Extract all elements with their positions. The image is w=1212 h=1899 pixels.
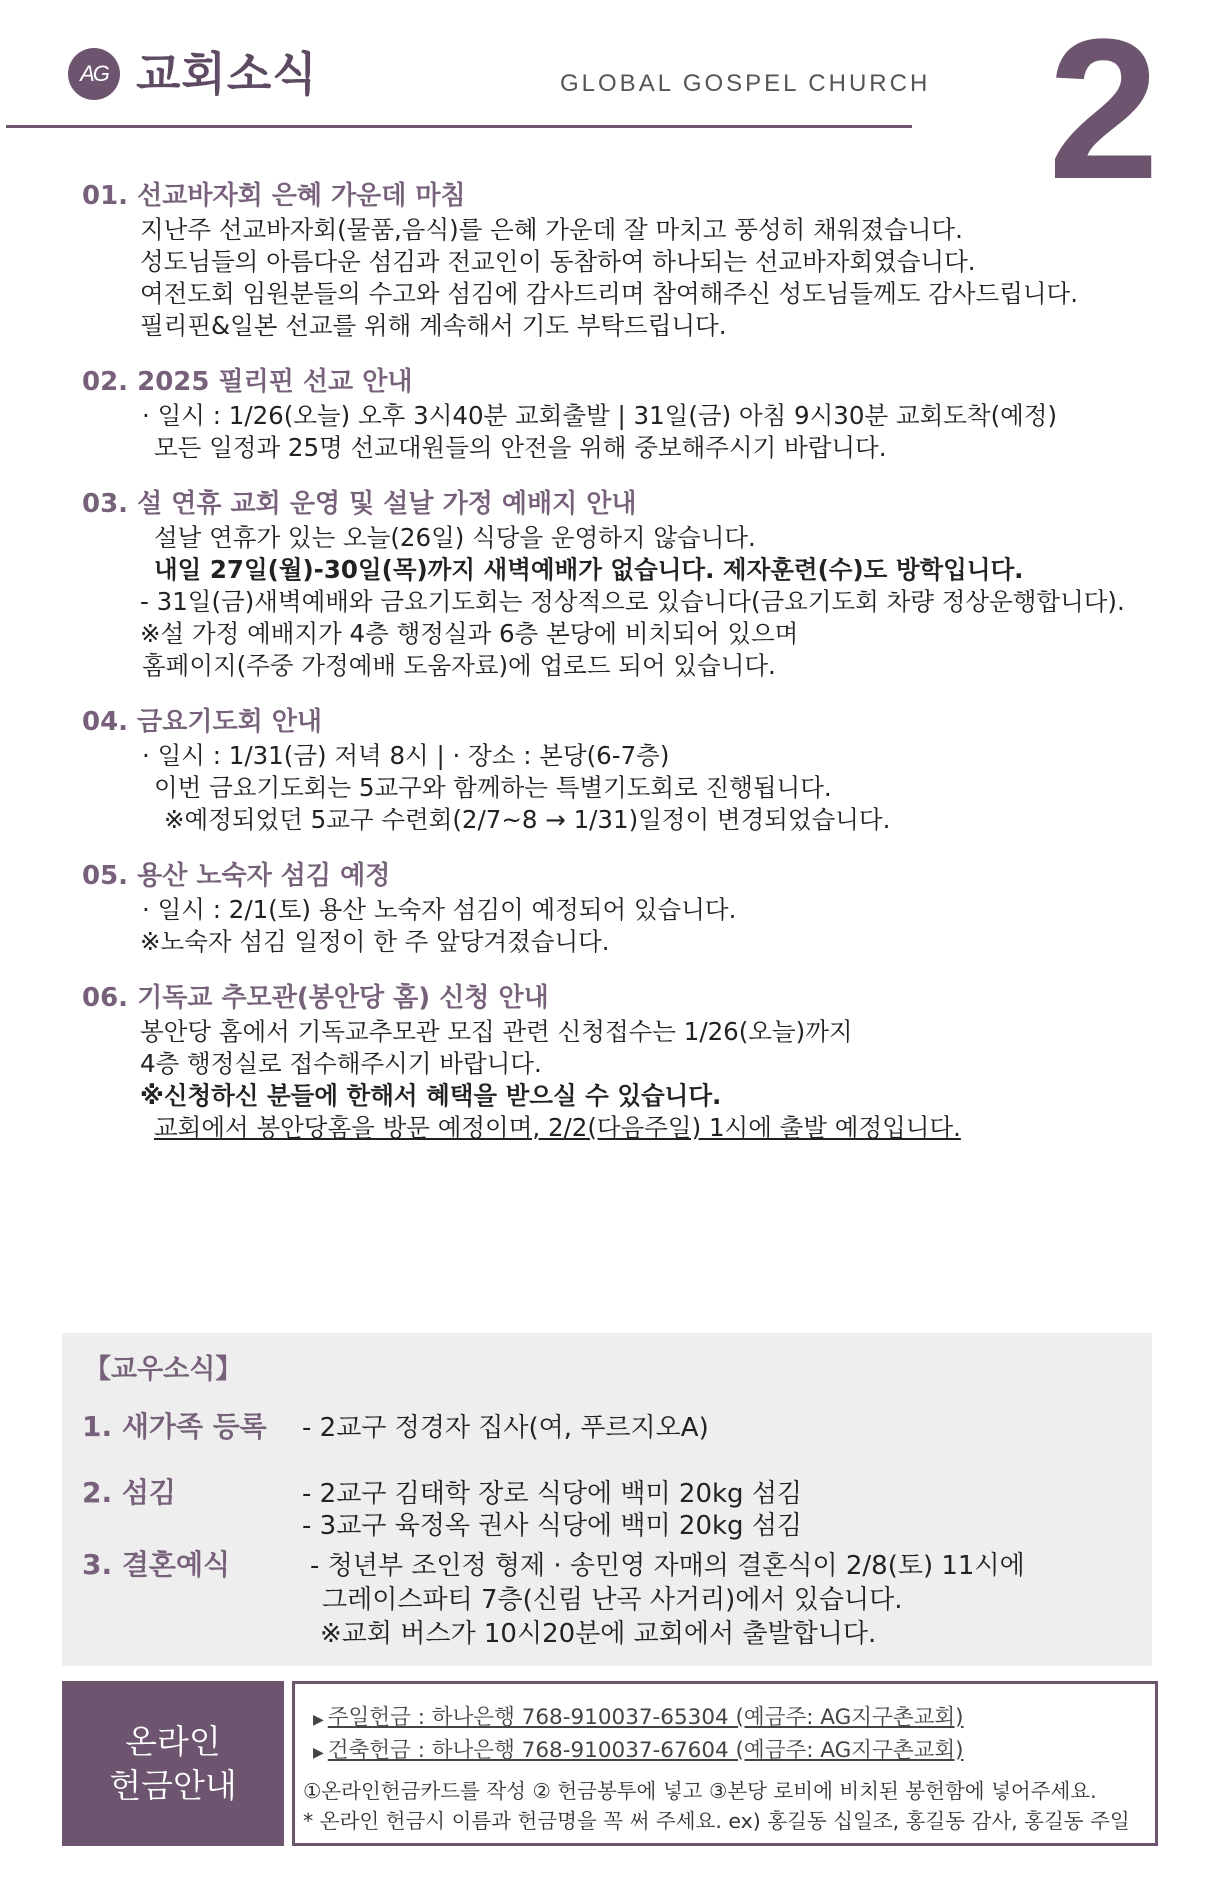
online-offering-details bbox=[292, 1681, 1158, 1846]
news-line: · 일시 : 1/31(금) 저녁 8시 | · 장소 : 본당(6-7층) bbox=[142, 741, 670, 770]
church-name: GLOBAL GOSPEL CHURCH bbox=[560, 70, 931, 97]
news-line: · 일시 : 2/1(토) 용산 노숙자 섬김이 예정되어 있습니다. bbox=[142, 895, 737, 924]
news-line-emphasis: 내일 27일(월)-30일(목)까지 새벽예배가 없습니다. 제자훈련(수)도 방학입니다. bbox=[154, 555, 1024, 584]
news-line: 지난주 선교바자회(물품,음식)를 은혜 가운데 잘 마치고 풍성히 채워졌습니다. bbox=[140, 215, 963, 244]
member-news-line: 그레이스파티 7층(신림 난곡 사거리)에서 있습니다. bbox=[322, 1585, 903, 1615]
news-title: 03. 설 연휴 교회 운영 및 설날 가정 예배지 안내 bbox=[82, 489, 637, 519]
news-line-underlined: 교회에서 봉안당홈을 방문 예정이며, 2/2(다음주일) 1시에 출발 예정입니다. bbox=[154, 1113, 961, 1142]
online-label-line1: 온라인 bbox=[125, 1721, 221, 1761]
news-line: ※노숙자 섬김 일정이 한 주 앞당겨졌습니다. bbox=[140, 927, 610, 956]
news-title: 06. 기독교 추모관(봉안당 홈) 신청 안내 bbox=[82, 983, 549, 1013]
member-news-line: - 2교구 정경자 집사(여, 푸르지오A) bbox=[302, 1413, 709, 1443]
member-news-line: - 2교구 김태학 장로 식당에 백미 20kg 섬김 bbox=[302, 1479, 803, 1509]
news-title: 04. 금요기도회 안내 bbox=[82, 707, 322, 737]
offering-note: * 온라인 헌금시 이름과 헌금명을 꼭 써 주세요. ex) 홍길동 십일조, 홍길동 감사, 홍길동 주일 bbox=[303, 1809, 1130, 1833]
online-offering-label bbox=[62, 1681, 284, 1846]
account-sunday bbox=[313, 1700, 964, 1731]
news-line: - 31일(금)새벽예배와 금요기도회는 정상적으로 있습니다(금요기도회 차량 정상운행합니다). bbox=[140, 587, 1125, 616]
news-line: 이번 금요기도회는 5교구와 함께하는 특별기도회로 진행됩니다. bbox=[154, 773, 832, 802]
member-news-panel bbox=[62, 1333, 1152, 1666]
news-line: ※예정되었던 5교구 수련회(2/7~8 → 1/31)일정이 변경되었습니다. bbox=[164, 805, 891, 834]
page-header bbox=[0, 0, 1212, 221]
news-line: 성도님들의 아름다운 섬김과 전교인이 동참하여 하나되는 선교바자회였습니다. bbox=[140, 247, 976, 276]
account-text: 건축헌금 : 하나은행 768-910037-67604 (예금주: AG지구촌교회) bbox=[327, 1738, 964, 1763]
news-line: 모든 일정과 25명 선교대원들의 안전을 위해 중보해주시기 바랍니다. bbox=[154, 433, 887, 462]
triangle-right-icon: ▶ bbox=[313, 1745, 324, 1761]
news-line: 여전도회 임원분들의 수고와 섬김에 감사드리며 참여해주신 성도님들께도 감사드립니다. bbox=[140, 279, 1078, 308]
news-line-emphasis: ※신청하신 분들에 한해서 혜택을 받으실 수 있습니다. bbox=[140, 1081, 722, 1110]
news-line: 필리핀&일본 선교를 위해 계속해서 기도 부탁드립니다. bbox=[140, 311, 727, 340]
page-number: 2 bbox=[1048, 0, 1160, 221]
member-news-line: - 3교구 육정옥 권사 식당에 백미 20kg 섬김 bbox=[302, 1511, 803, 1541]
news-line: 4층 행정실로 접수해주시기 바랍니다. bbox=[140, 1049, 542, 1078]
triangle-right-icon: ▶ bbox=[313, 1712, 324, 1728]
online-label-line2: 헌금안내 bbox=[109, 1765, 237, 1805]
offering-instructions: ①온라인헌금카드를 작성 ② 헌금봉투에 넣고 ③본당 로비에 비치된 봉헌함에 넣어주세요. bbox=[303, 1779, 1097, 1803]
news-item-1 bbox=[82, 178, 1192, 342]
member-news-line: ※교회 버스가 10시20분에 교회에서 출발합니다. bbox=[320, 1619, 877, 1649]
news-title: 05. 용산 노숙자 섬김 예정 bbox=[82, 861, 391, 891]
church-logo: AG bbox=[68, 48, 120, 100]
news-line: 설날 연휴가 있는 오늘(26일) 식당을 운영하지 않습니다. bbox=[154, 523, 756, 552]
news-item-4 bbox=[82, 704, 1192, 836]
news-item-5 bbox=[82, 858, 1192, 958]
news-line: · 일시 : 1/26(오늘) 오후 3시40분 교회출발 | 31일(금) 아침 9시30분 교회도착(예정) bbox=[142, 401, 1058, 430]
account-text: 주일헌금 : 하나은행 768-910037-65304 (예금주: AG지구촌교회) bbox=[327, 1705, 964, 1730]
member-news-label: 3. 결혼예식 bbox=[82, 1548, 231, 1581]
news-line: ※설 가정 예배지가 4층 행정실과 6층 본당에 비치되어 있으며 bbox=[140, 619, 799, 648]
news-line: 홈페이지(주중 가정예배 도움자료)에 업로드 되어 있습니다. bbox=[142, 651, 776, 680]
news-line: 봉안당 홈에서 기독교추모관 모집 관련 신청접수는 1/26(오늘)까지 bbox=[140, 1017, 853, 1046]
header-divider bbox=[6, 125, 912, 128]
news-list bbox=[82, 178, 1192, 1166]
member-news-label: 2. 섬김 bbox=[82, 1476, 176, 1509]
member-news-title: 【교우소식】 bbox=[84, 1354, 243, 1385]
news-item-6 bbox=[82, 980, 1192, 1144]
news-title: 01. 선교바자회 은혜 가운데 마침 bbox=[82, 181, 466, 211]
news-item-2 bbox=[82, 364, 1192, 464]
news-title: 02. 2025 필리핀 선교 안내 bbox=[82, 367, 413, 397]
account-building bbox=[313, 1733, 964, 1764]
news-item-3 bbox=[82, 486, 1192, 682]
member-news-label: 1. 새가족 등록 bbox=[82, 1410, 267, 1443]
page-title: 교회소식 bbox=[136, 47, 318, 101]
member-news-line: - 청년부 조인정 형제 · 송민영 자매의 결혼식이 2/8(토) 11시에 bbox=[310, 1551, 1025, 1581]
